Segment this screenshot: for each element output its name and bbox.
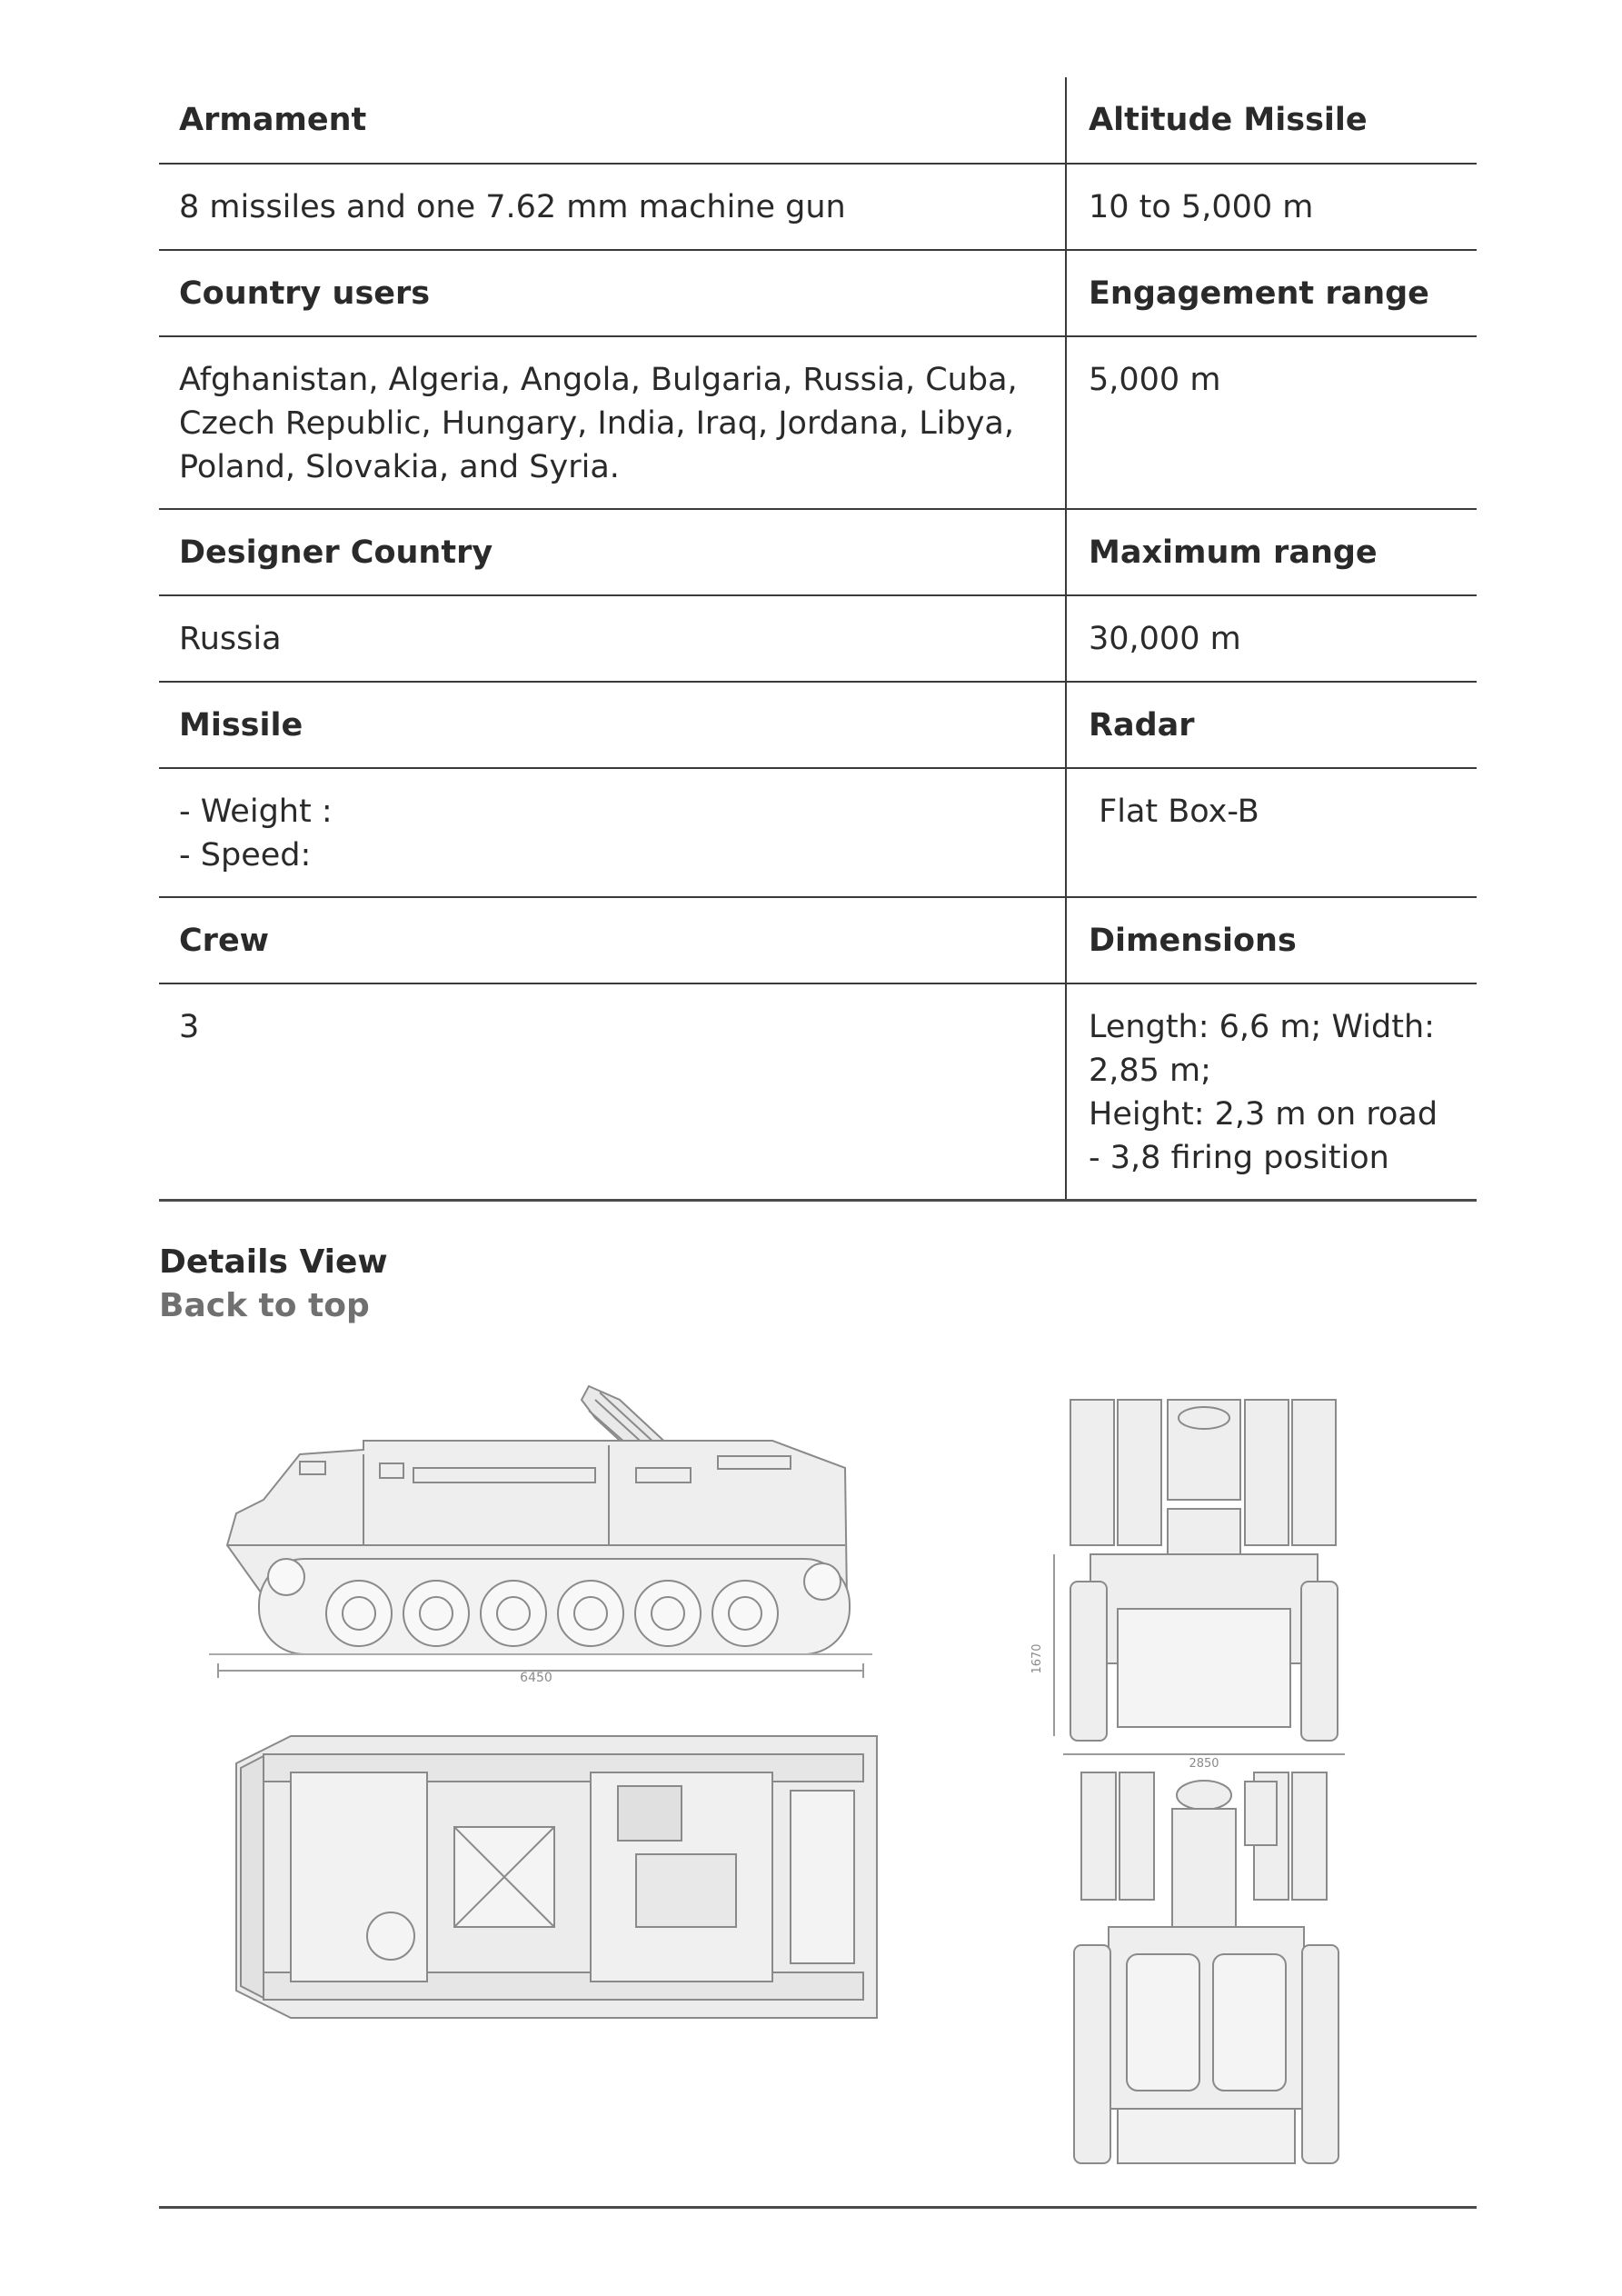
spec-value-radar bbox=[1066, 768, 1477, 897]
spec-value-row bbox=[159, 164, 1477, 250]
spec-value-line: Length: 6,6 m; Width: bbox=[1089, 1009, 1435, 1045]
spec-value-line: Russia bbox=[179, 621, 282, 657]
spec-value-line: 8 missiles and one 7.62 mm machine gun bbox=[179, 189, 846, 225]
spec-value-line: Height: 2,3 m on road bbox=[1089, 1096, 1438, 1133]
spec-value-line: 2,85 m; bbox=[1089, 1053, 1211, 1089]
spec-heading-row bbox=[159, 250, 1477, 336]
spec-value-crew bbox=[159, 983, 1066, 1201]
details-section bbox=[159, 1241, 388, 1328]
spec-value-line: - Speed: bbox=[179, 837, 312, 873]
side-view-drawing bbox=[209, 1386, 872, 1685]
vehicle-technical-drawings bbox=[209, 1382, 1390, 2181]
spec-heading-country-users: Country users bbox=[159, 250, 1066, 336]
spec-heading-row bbox=[159, 509, 1477, 595]
spec-value-line: Flat Box-B bbox=[1089, 794, 1259, 830]
spec-value-altitude-missile bbox=[1066, 164, 1477, 250]
spec-value-designer-country bbox=[159, 595, 1066, 682]
spec-value-country-users bbox=[159, 336, 1066, 509]
spec-heading-radar: Radar bbox=[1066, 682, 1477, 768]
spec-value-line: Afghanistan, Algeria, Angola, Bulgaria, Russia, Cuba, bbox=[179, 362, 1018, 398]
side-dimension bbox=[218, 1663, 863, 1685]
spec-value-line: - 3,8 firing position bbox=[1089, 1140, 1389, 1176]
spec-value-line: 30,000 m bbox=[1089, 621, 1241, 657]
spec-heading-row bbox=[159, 77, 1477, 164]
spec-heading-armament: Armament bbox=[159, 77, 1066, 164]
spec-value-row bbox=[159, 983, 1477, 1201]
spec-value-row bbox=[159, 336, 1477, 509]
spec-value-missile bbox=[159, 768, 1066, 897]
rear-view-drawing bbox=[1074, 1772, 1338, 2163]
front-height-dimension-label: 1670 bbox=[1030, 1643, 1044, 1674]
front-view-drawing bbox=[1030, 1400, 1345, 1771]
spec-value-line: 10 to 5,000 m bbox=[1089, 189, 1314, 225]
spec-value-line: - Weight : bbox=[179, 794, 333, 830]
front-width-dimension-label: 2850 bbox=[1189, 1757, 1219, 1771]
bottom-divider bbox=[159, 2206, 1477, 2209]
specifications-table bbox=[159, 77, 1477, 1202]
spec-heading-missile: Missile bbox=[159, 682, 1066, 768]
spec-heading-row bbox=[159, 897, 1477, 983]
side-dimension-label: 6450 bbox=[520, 1671, 552, 1685]
spec-value-armament bbox=[159, 164, 1066, 250]
spec-value-maximum-range bbox=[1066, 595, 1477, 682]
spec-heading-engagement-range: Engagement range bbox=[1066, 250, 1477, 336]
spec-heading-crew: Crew bbox=[159, 897, 1066, 983]
spec-value-row bbox=[159, 768, 1477, 897]
spec-value-line: Poland, Slovakia, and Syria. bbox=[179, 449, 620, 485]
spec-value-row bbox=[159, 595, 1477, 682]
spec-heading-row bbox=[159, 682, 1477, 768]
spec-value-line: Czech Republic, Hungary, India, Iraq, Jordana, Libya, bbox=[179, 405, 1014, 442]
details-view-heading: Details View bbox=[159, 1243, 388, 1281]
spec-value-engagement-range bbox=[1066, 336, 1477, 509]
spec-heading-altitude-missile: Altitude Missile bbox=[1066, 77, 1477, 164]
spec-value-line: 5,000 m bbox=[1089, 362, 1221, 398]
back-to-top-link[interactable]: Back to top bbox=[159, 1287, 370, 1324]
spec-value-dimensions bbox=[1066, 983, 1477, 1201]
spec-heading-designer-country: Designer Country bbox=[159, 509, 1066, 595]
spec-heading-dimensions: Dimensions bbox=[1066, 897, 1477, 983]
top-view-drawing bbox=[236, 1736, 877, 2018]
spec-heading-maximum-range: Maximum range bbox=[1066, 509, 1477, 595]
spec-value-line: 3 bbox=[179, 1009, 200, 1045]
